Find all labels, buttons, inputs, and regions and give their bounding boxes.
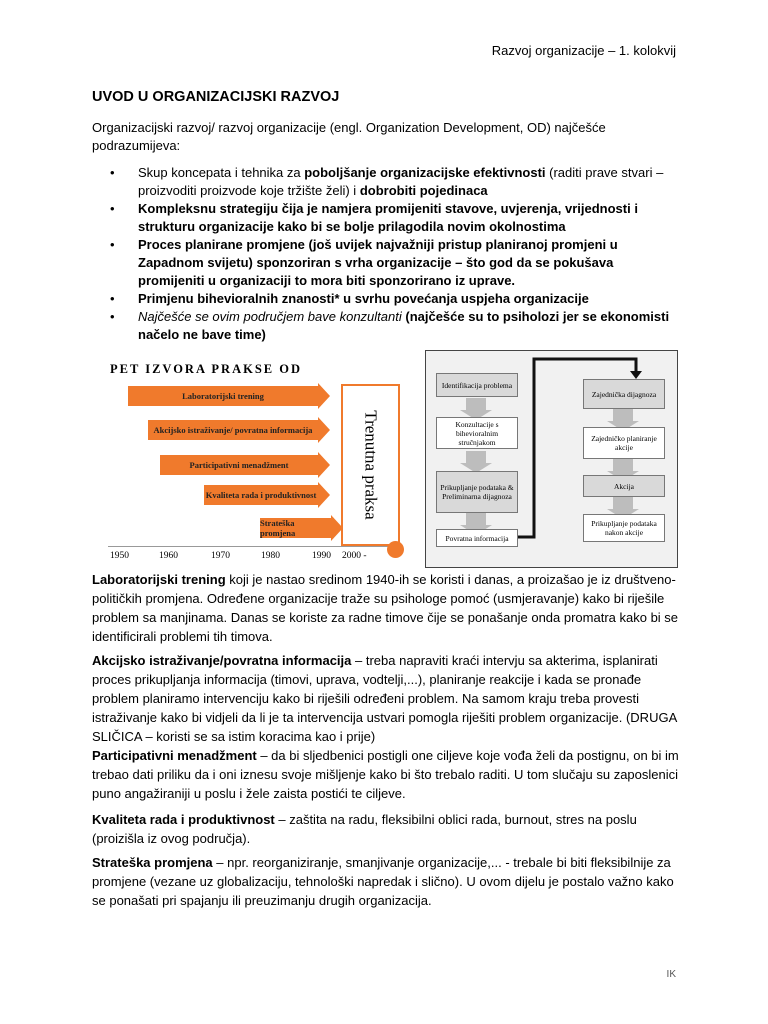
list-item: • Primjenu bihevioralnih znanosti* u svrhu povećanja uspjeha organizacije <box>110 291 589 306</box>
paragraph-action-research: Akcijsko istraživanje/povratna informacija – treba napraviti kraći intervju sa akterima, isplanirati proces prikupljanja informacija (timovi, uprava, vodtelji,...), planiranje reakcije i kada se pronađe problem planiramo intervenciju kako bi riješili određeni problem. Na samom kraju treba provesti istraživanje kako bi vidjeli da li je ta intervencija ustvari pomogla riješiti problem organizacije. (DRUGA SLIČICA – koristi se sa istim koracima kao i prije) <box>92 653 677 744</box>
step-consultation: Konzultacije s bihevioralnim stručnjakom <box>436 417 518 449</box>
step-data-gathering: Prikupljanje podataka & Preliminarna dijagnoza <box>436 471 518 513</box>
list-item: • Skup koncepata i tehnika za poboljšanje organizacijske efektivnosti (raditi prave stvari – proizvoditi proizvode koje tržište želi) i dobrobiti pojedinaca <box>110 165 664 198</box>
current-practice-label: Trenutna praksa <box>361 410 381 520</box>
intro-paragraph: Organizacijski razvoj/ razvoj organizacije (engl. Organization Development, OD) najčešće podrazumijeva: <box>92 120 606 153</box>
step-action: Akcija <box>583 475 665 497</box>
down-arrow-icon <box>613 459 633 471</box>
running-header: Razvoj organizacije – 1. kolokvij <box>491 43 676 58</box>
paragraph-quality-of-work: Kvaliteta rada i produktivnost – zaštita na radu, fleksibilni oblici rada, burnout, stres na poslu (proizišla iz ovog područja). <box>92 812 637 846</box>
year-tick: 1950 <box>110 551 129 561</box>
paragraph-strategic-change: Strateška promjena – npr. reorganiziranje, smanjivanje organizacije,... - trebale bi biti fleksibilnije za promjene (vezane uz globalizaciju, tehnološki napredak i slično). U ovom dijelu je postalo važno kako se ponašati pri spajanju ili preuzimanju drugih organizacija. <box>92 855 674 908</box>
arrow-laboratory-training: Laboratorijski trening <box>128 386 318 406</box>
arrow-action-research: Akcijsko istraživanje/ povratna informacija <box>148 420 318 440</box>
timeline-axis <box>108 546 398 547</box>
bullet-icon: • <box>110 291 115 306</box>
arrow-strategic-change: Strateška promjena <box>260 518 331 538</box>
year-tick: 1970 <box>211 551 230 561</box>
list-item: • Kompleksnu strategiju čija je namjera promijeniti stavove, uvjerenja, vrijednosti i strukturu organizacije kako bi se bolje prilagodila novim okolnostima <box>110 201 638 234</box>
step-feedback: Povratna informacija <box>436 529 518 547</box>
year-tick: 1980 <box>261 551 280 561</box>
down-arrow-icon <box>466 398 486 410</box>
footer-initials: IK <box>666 969 676 980</box>
list-item: • Najčešće se ovim područjem bave konzultanti (najčešće su to psiholozi jer se ekonomisti načelo ne bave time) <box>110 309 670 342</box>
step-identification: Identifikacija problema <box>436 373 518 397</box>
bullet-icon: • <box>110 165 115 180</box>
year-tick: 2000 - <box>342 551 367 561</box>
step-joint-planning: Zajedničko planiranje akcije <box>583 427 665 459</box>
action-research-diagram <box>425 350 678 568</box>
arrow-quality-of-work: Kvaliteta rada i produktivnost <box>204 485 318 505</box>
bullet-icon: • <box>110 201 115 216</box>
year-tick: 1960 <box>159 551 178 561</box>
step-joint-diagnosis: Zajednička dijagnoza <box>583 379 665 409</box>
bullet-icon: • <box>110 309 115 324</box>
bullet-icon: • <box>110 237 115 252</box>
arrow-participative-management: Participativni menadžment <box>160 455 318 475</box>
step-post-action-data: Prikupljanje podataka nakon akcije <box>583 514 665 542</box>
down-arrow-icon <box>466 513 486 525</box>
definition-list <box>110 164 680 344</box>
paragraph-participative-management: Participativni menadžment – da bi sljedbenici postigli one ciljeve koje vođa želi da postignu, on bi im trebao dati priliku da i oni iznesu svoje mišljenje kako bi što trebalo raditi. U tom slučaju su zaposlenici puno angažiraniji u poslu i žele zaista postići te ciljeve. <box>92 748 679 801</box>
down-arrow-icon <box>613 409 633 421</box>
od-sources-diagram <box>108 358 408 568</box>
diagram-title: PET IZVORA PRAKSE OD <box>110 362 302 376</box>
down-arrow-icon <box>466 451 486 463</box>
paragraph-laboratory-training: Laboratorijski trening koji je nastao sredinom 1940-ih se koristi i danas, a proizašao je iz društveno-političkih promjena. Određene organizacije traže su psihologe pomoć (usmjeravanje) kako bi riješile problem sa manjinama. Danas se koriste za radne timove čije se ponašanje onda promatra kako bi se identificirali problemi tih timova. <box>92 572 679 644</box>
down-arrow-icon <box>613 497 633 509</box>
timeline-endpoint-icon <box>387 541 404 558</box>
list-item: • Proces planirane promjene (još uvijek najvažniji pristup planiranoj promjeni u Zapadnom svijetu) sponzoriran s vrha organizacije – što god da se pokušava promijeniti u organizaciji to mora biti sponzorirano iz uprave. <box>110 237 618 288</box>
year-tick: 1990 <box>312 551 331 561</box>
page-title: UVOD U ORGANIZACIJSKI RAZVOJ <box>92 89 340 105</box>
